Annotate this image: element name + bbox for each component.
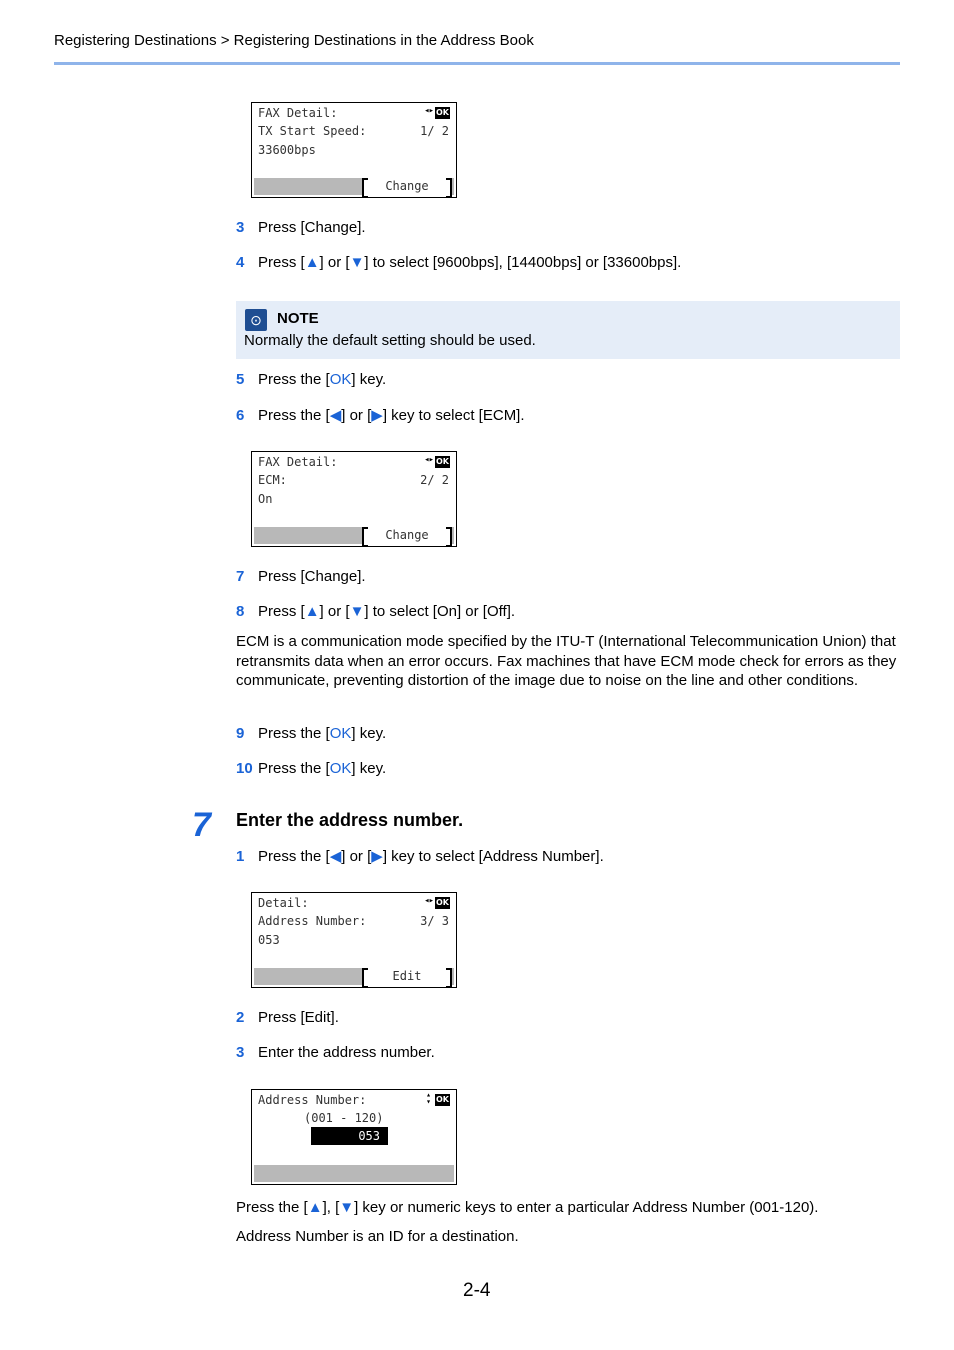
lcd-screen-address-input xyxy=(251,1089,457,1185)
lcd-line: FAX Detail: xyxy=(258,455,338,469)
lcd-line: TX Start Speed: xyxy=(258,124,367,138)
step-3: 3 Press [Change]. xyxy=(236,219,366,236)
ok-icon: OK xyxy=(436,898,449,907)
lcd-softkey-bar xyxy=(254,1165,454,1182)
lcd-screen-address-number xyxy=(251,892,457,988)
step-5: 5 Press the [OK] key. xyxy=(236,371,387,388)
ok-icon: OK xyxy=(436,108,449,117)
address-number-input: 053 xyxy=(311,1127,388,1145)
lcd-line: Address Number: xyxy=(258,914,367,928)
header-rule xyxy=(54,62,900,65)
left-arrow-icon: ◀ xyxy=(329,407,342,424)
lcd-value: On xyxy=(258,492,273,506)
lcd-value: 053 xyxy=(258,933,280,947)
main-step-title: Enter the address number. xyxy=(236,810,464,830)
step-8: 8 Press [▲] or [▼] to select [On] or [Off]. xyxy=(236,603,516,620)
step-7: 7 Press [Change]. xyxy=(236,568,366,585)
substep-1: 1 Press the [◀] or [▶] key to select [Address Number]. xyxy=(236,848,604,865)
up-down-arrows-icon: ▴ ▾ xyxy=(426,1090,431,1106)
lcd-line: ECM: xyxy=(258,473,287,487)
step-10: 10 Press the [OK] key. xyxy=(236,760,387,777)
ok-icon: OK xyxy=(436,1095,449,1104)
lcd-line: Detail: xyxy=(258,896,309,910)
lcd-page-indicator: 2/ 2 xyxy=(420,473,449,487)
step-6: 6 Press the [◀] or [▶] key to select [ECM]. xyxy=(236,407,525,424)
right-arrow-icon: ▶ xyxy=(371,407,383,424)
down-arrow-icon: ▼ xyxy=(349,603,365,620)
lcd-screen-ecm xyxy=(251,451,457,547)
lcd-page-indicator: 1/ 2 xyxy=(420,124,449,138)
left-arrow-icon: ◀ xyxy=(329,848,342,865)
closing-line-1: Press the [▲], [▼] key or numeric keys to enter a particular Address Number (001-120). xyxy=(236,1199,819,1216)
closing-line-2: Address Number is an ID for a destination. xyxy=(236,1228,519,1245)
ecm-description: ECM is a communication mode specified by the ITU-T (International Telecommunication Union) that retransmits data when an error occurs. Fax machines that have ECM mode check for errors as they communicate, preventing distortion of the image due to noise on the line and other conditions. xyxy=(236,633,897,689)
step-4: 4 Press [▲] or [▼] to select [9600bps], [14400bps] or [33600bps]. xyxy=(236,254,682,271)
left-right-arrows-icon: ◂▸ xyxy=(424,896,433,906)
left-right-arrows-icon: ◂▸ xyxy=(424,455,433,465)
softkey-change: Change xyxy=(362,526,452,545)
lcd-value: 33600bps xyxy=(258,143,316,157)
up-arrow-icon: ▲ xyxy=(307,1199,323,1216)
ok-icon: OK xyxy=(436,457,449,466)
lcd-page-indicator: 3/ 3 xyxy=(420,914,449,928)
main-step-number: 7 xyxy=(192,806,211,844)
up-arrow-icon: ▲ xyxy=(304,603,320,620)
substep-2: 2 Press [Edit]. xyxy=(236,1009,339,1026)
softkey-edit: Edit xyxy=(362,967,452,986)
note-title: NOTE xyxy=(277,310,319,327)
left-right-arrows-icon: ◂▸ xyxy=(424,106,433,116)
lcd-line: Address Number: xyxy=(258,1093,367,1107)
lcd-screen-tx-speed xyxy=(251,102,457,198)
note-magnifier-icon: ⊙ xyxy=(245,309,267,331)
page-number: 2-4 xyxy=(463,1280,491,1301)
up-arrow-icon: ▲ xyxy=(304,254,320,271)
step-9: 9 Press the [OK] key. xyxy=(236,725,387,742)
softkey-change: Change xyxy=(362,177,452,196)
lcd-range: (001 - 120) xyxy=(304,1111,384,1125)
right-arrow-icon: ▶ xyxy=(371,848,383,865)
note-box xyxy=(236,301,900,359)
lcd-line: FAX Detail: xyxy=(258,106,338,120)
breadcrumb: Registering Destinations > Registering Destinations in the Address Book xyxy=(54,32,534,49)
down-arrow-icon: ▼ xyxy=(339,1199,355,1216)
ok-key-label: OK xyxy=(329,725,352,742)
ok-key-label: OK xyxy=(329,371,352,388)
substep-3: 3 Enter the address number. xyxy=(236,1044,435,1061)
down-arrow-icon: ▼ xyxy=(349,254,365,271)
note-body: Normally the default setting should be used. xyxy=(244,332,536,349)
ok-key-label: OK xyxy=(329,760,352,777)
